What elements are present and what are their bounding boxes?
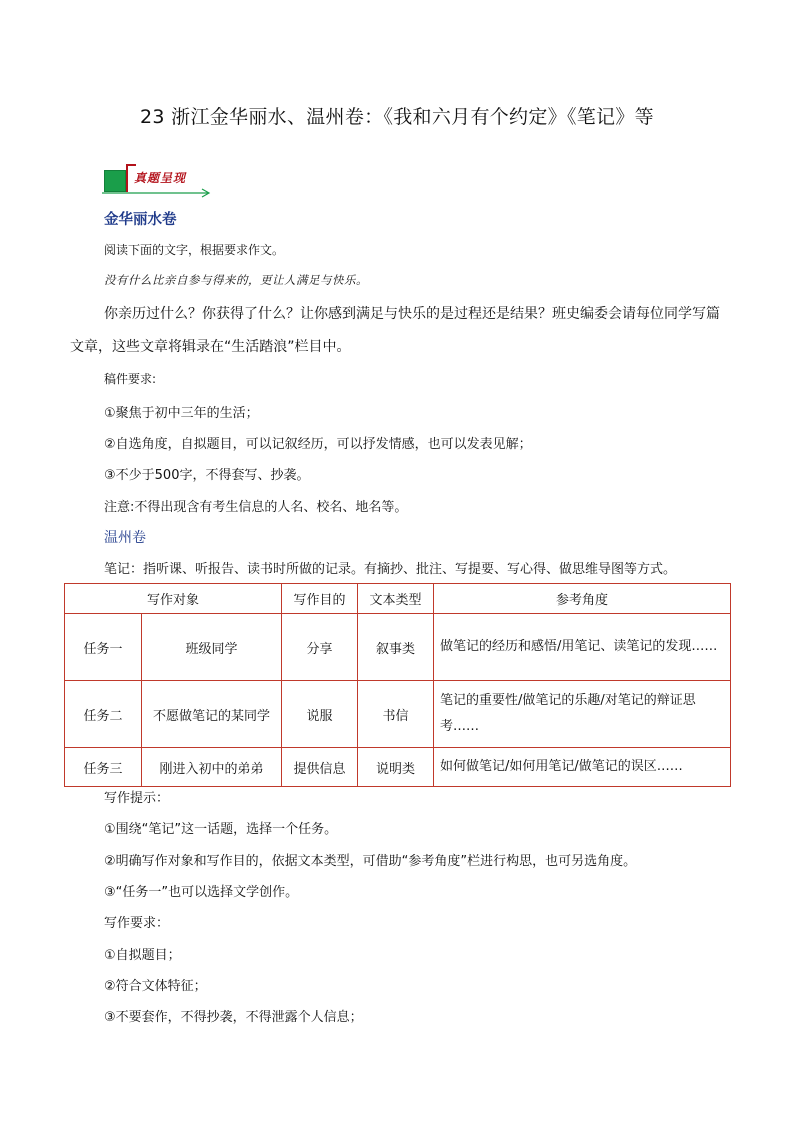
writing-requirements-title: 写作要求： xyxy=(104,916,170,931)
table-header-cell: 参考角度 xyxy=(434,584,731,614)
target-cell: 班级同学 xyxy=(142,614,282,681)
writing-requirement-item: ①自拟题目； xyxy=(104,948,181,963)
type-cell: 叙事类 xyxy=(358,614,434,681)
table-row xyxy=(65,748,731,787)
table-row xyxy=(65,681,731,748)
task-name-cell: 任务二 xyxy=(65,681,142,748)
section-heading-wenzhou: 温州卷 xyxy=(104,530,146,546)
angle-cell: 笔记的重要性/做笔记的乐趣/对笔记的辩证思考…… xyxy=(434,681,731,748)
page-title: 23 浙江金华丽水、温州卷：《我和六月有个约定》《笔记》等 xyxy=(140,106,654,128)
arrow-right-icon xyxy=(100,188,212,198)
writing-requirement-item: ②符合文体特征； xyxy=(104,979,207,994)
angle-cell: 做笔记的经历和感悟/用笔记、读笔记的发现…… xyxy=(434,614,731,681)
table-header-cell: 文本类型 xyxy=(358,584,434,614)
body-paragraph-line-2: 文章，这些文章将辑录在“生活踏浪”栏目中。 xyxy=(70,339,351,355)
section-heading-jinhua: 金华丽水卷 xyxy=(104,212,177,228)
type-cell: 书信 xyxy=(358,681,434,748)
writing-tip-item: ②明确写作对象和写作目的，依据文本类型，可借助“参考角度”栏进行构思，也可另选角度。 xyxy=(104,854,637,869)
table-header-cell: 写作对象 xyxy=(65,584,282,614)
body-paragraph-line-1: 你亲历过什么？你获得了什么？让你感到满足与快乐的是过程还是结果？班史编委会请每位同学写篇 xyxy=(104,306,720,322)
writing-tip-item: ③“任务一”也可以选择文学创作。 xyxy=(104,885,299,900)
purpose-cell: 提供信息 xyxy=(282,748,358,787)
table-row xyxy=(65,614,731,681)
task-name-cell: 任务三 xyxy=(65,748,142,787)
table-header-row xyxy=(65,584,731,614)
writing-tips-title: 写作提示： xyxy=(104,791,170,806)
task-table xyxy=(64,583,731,787)
angle-cell: 如何做笔记/如何用笔记/做笔记的误区…… xyxy=(434,748,731,787)
writing-requirement-item: ③不要套作，不得抄袭，不得泄露个人信息； xyxy=(104,1010,363,1025)
note-text: 注意:不得出现含有考生信息的人名、校名、地名等。 xyxy=(104,500,408,515)
definition-text: 笔记：指听课、听报告、读书时所做的记录。有摘抄、批注、写提要、写心得、做思维导图等方式。 xyxy=(104,562,677,577)
task-name-cell: 任务一 xyxy=(65,614,142,681)
manuscript-requirements-title: 稿件要求: xyxy=(104,372,157,386)
prompt-quote: 没有什么比亲自参与得来的，更让人满足与快乐。 xyxy=(104,273,368,287)
section-banner xyxy=(100,164,212,198)
instruction-text: 阅读下面的文字，根据要求作文。 xyxy=(104,243,285,257)
type-cell: 说明类 xyxy=(358,748,434,787)
banner-label: 真题呈现 xyxy=(134,171,187,185)
writing-tip-item: ①围绕“笔记”这一话题，选择一个任务。 xyxy=(104,822,338,837)
purpose-cell: 说服 xyxy=(282,681,358,748)
requirement-item: ①聚焦于初中三年的生活； xyxy=(104,406,259,421)
target-cell: 不愿做笔记的某同学 xyxy=(142,681,282,748)
target-cell: 刚进入初中的弟弟 xyxy=(142,748,282,787)
requirement-item: ②自选角度，自拟题目，可以记叙经历，可以抒发情感，也可以发表见解； xyxy=(104,437,532,452)
requirement-item: ③不少于500字，不得套写、抄袭。 xyxy=(104,468,310,483)
table-header-cell: 写作目的 xyxy=(282,584,358,614)
purpose-cell: 分享 xyxy=(282,614,358,681)
